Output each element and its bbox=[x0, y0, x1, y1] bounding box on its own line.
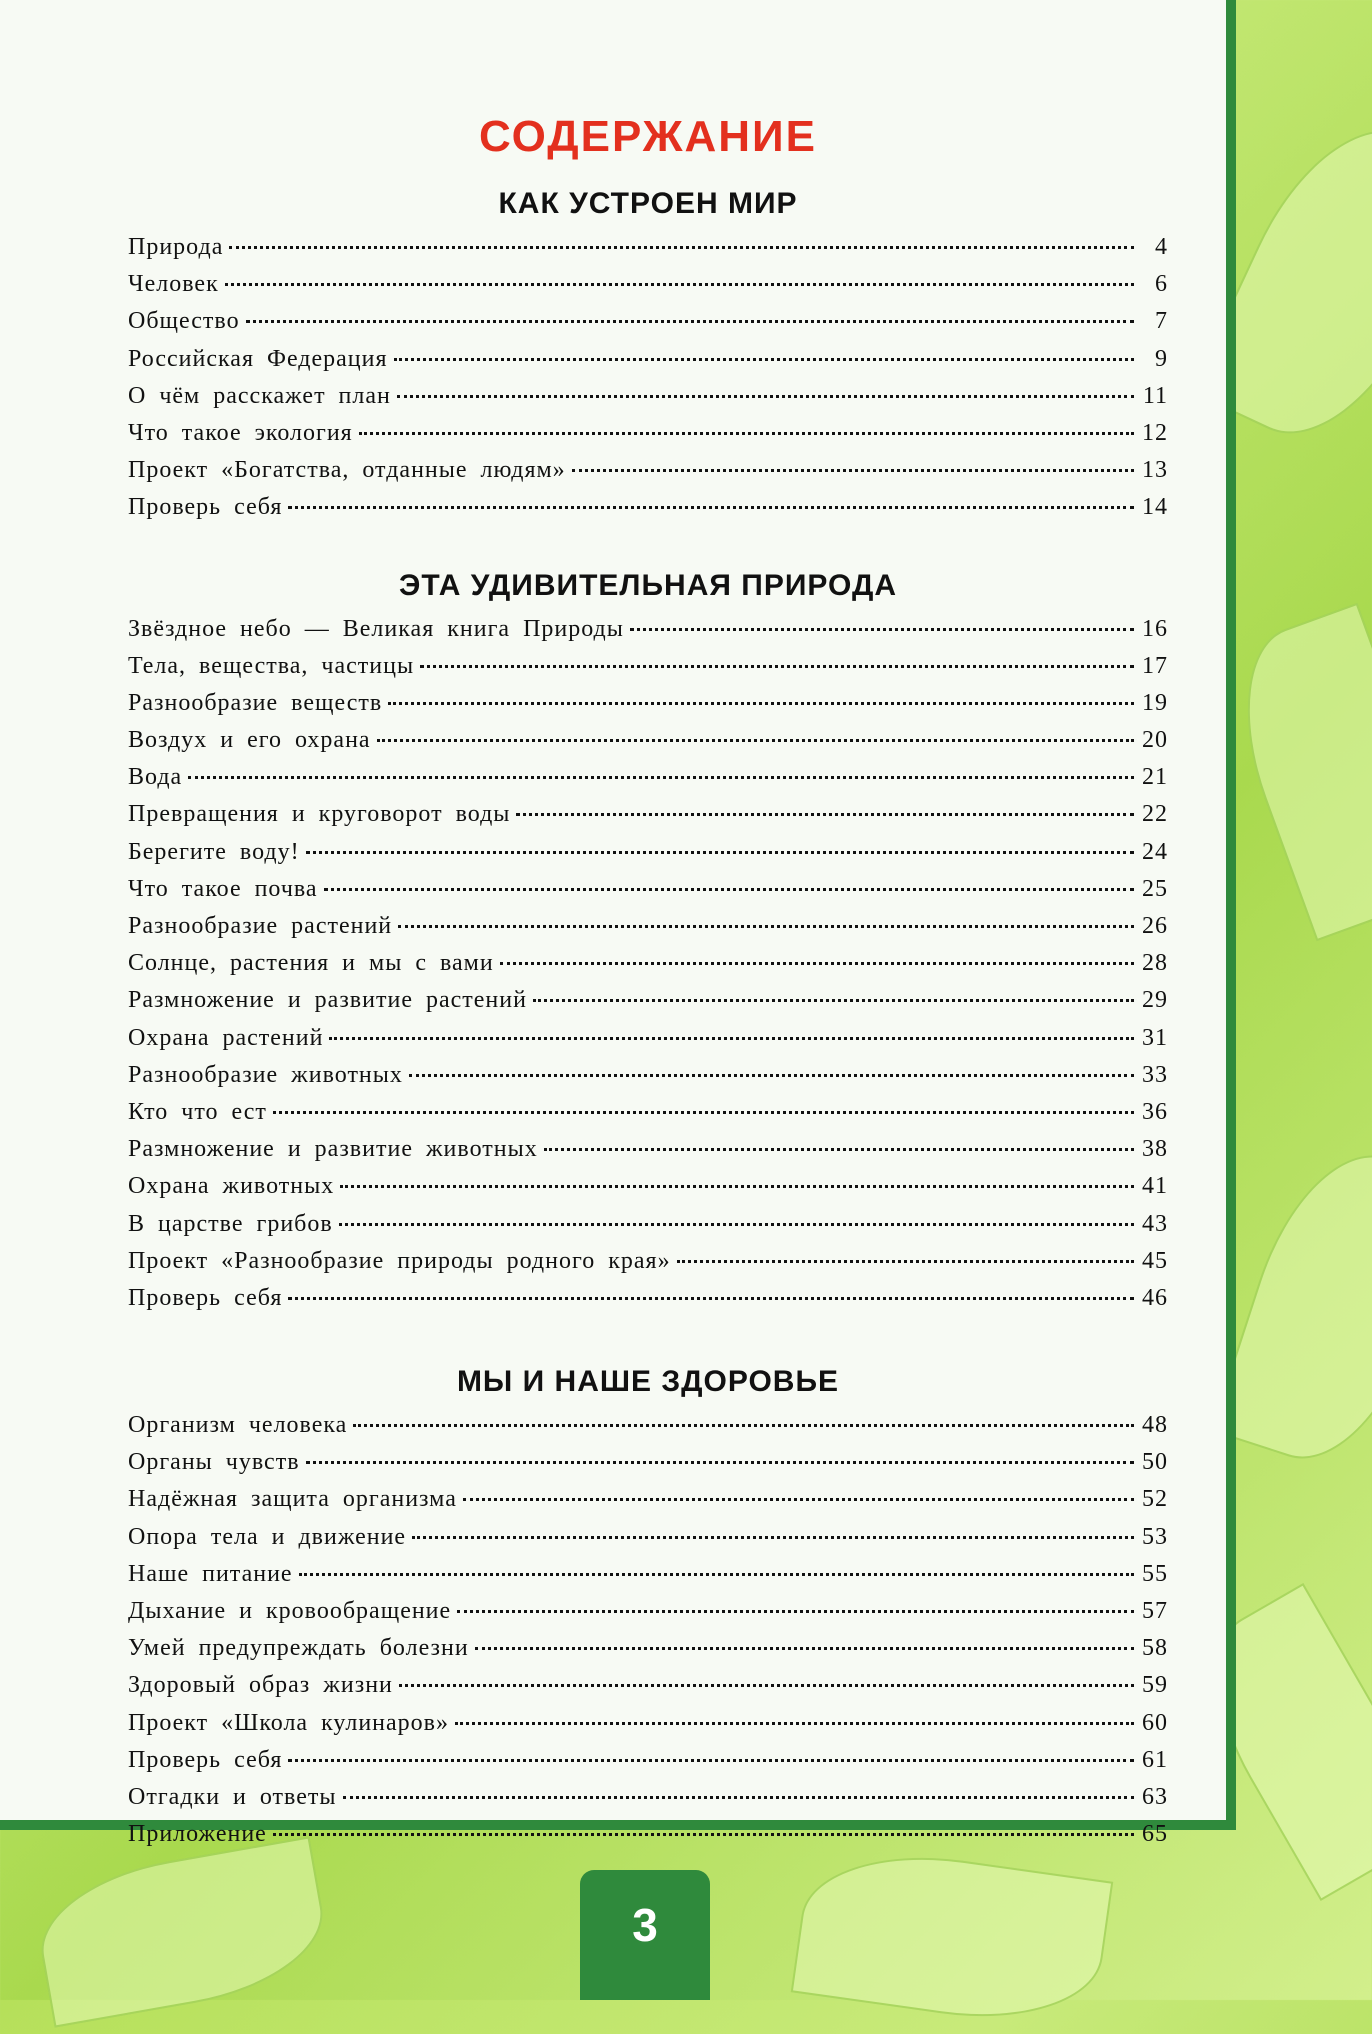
dot-leader bbox=[353, 1424, 1134, 1427]
dot-leader bbox=[288, 1297, 1134, 1300]
toc-entry-page: 24 bbox=[1142, 838, 1168, 865]
toc-entry-page: 12 bbox=[1142, 419, 1168, 446]
dot-leader bbox=[229, 246, 1134, 249]
toc-entry-label: Российская Федерация bbox=[128, 345, 388, 372]
toc-entry-label: Проект «Богатства, отданные людям» bbox=[128, 457, 566, 484]
toc-entry-page: 61 bbox=[1142, 1746, 1168, 1773]
toc-entry[interactable] bbox=[128, 1486, 1168, 1523]
toc-entry[interactable] bbox=[128, 308, 1168, 345]
dot-leader bbox=[394, 358, 1134, 361]
dot-leader bbox=[340, 1185, 1134, 1188]
toc-entry-label: Воздух и его охрана bbox=[128, 727, 371, 754]
dot-leader bbox=[412, 1536, 1134, 1539]
toc-entry-label: Наше питание bbox=[128, 1560, 293, 1587]
page-number: 3 bbox=[632, 1899, 658, 1951]
toc-entry-label: Превращения и круговорот воды bbox=[128, 801, 511, 828]
toc-entry-label: Умей предупреждать болезни bbox=[128, 1635, 469, 1662]
dot-leader bbox=[397, 395, 1134, 398]
toc-entry[interactable] bbox=[128, 494, 1168, 531]
toc-entry[interactable] bbox=[128, 1598, 1168, 1635]
dot-leader bbox=[288, 506, 1134, 509]
dot-leader bbox=[409, 1074, 1134, 1077]
leaf-decoration bbox=[30, 1836, 335, 2027]
toc-entry[interactable] bbox=[128, 1285, 1168, 1322]
dot-leader bbox=[630, 628, 1134, 631]
toc-entry[interactable] bbox=[128, 1524, 1168, 1561]
toc-entry-list bbox=[128, 234, 1168, 532]
toc-entry-page: 57 bbox=[1142, 1598, 1168, 1624]
toc-entry[interactable] bbox=[128, 1635, 1168, 1672]
toc-entry-label: В царстве грибов bbox=[128, 1210, 333, 1237]
dot-leader bbox=[500, 962, 1134, 965]
dot-leader bbox=[306, 1461, 1134, 1464]
dot-leader bbox=[463, 1498, 1134, 1501]
toc-entry-label: Опора тела и движение bbox=[128, 1523, 407, 1550]
toc-entry[interactable] bbox=[128, 1248, 1168, 1285]
toc-entry[interactable] bbox=[128, 1747, 1168, 1784]
toc-entry[interactable] bbox=[128, 876, 1168, 913]
section-heading: ЭТА УДИВИТЕЛЬНАЯ ПРИРОДА bbox=[399, 568, 897, 602]
toc-entry[interactable] bbox=[128, 913, 1168, 950]
toc-entry-label: Размножение и развитие растений bbox=[128, 987, 527, 1014]
dot-leader bbox=[299, 1573, 1134, 1576]
toc-entry-label: Вода bbox=[128, 764, 183, 791]
toc-entry-label: Разнообразие веществ bbox=[128, 689, 383, 716]
toc-entry-label: Тела, вещества, частицы bbox=[128, 652, 415, 679]
toc-entry-page: 21 bbox=[1142, 764, 1168, 791]
toc-entry-page: 36 bbox=[1142, 1098, 1168, 1125]
toc-entry[interactable] bbox=[128, 1062, 1168, 1099]
toc-section bbox=[128, 566, 1168, 1323]
toc-entry-page: 31 bbox=[1142, 1024, 1168, 1051]
toc-entry[interactable] bbox=[128, 727, 1168, 764]
page-title: СОДЕРЖАНИЕ bbox=[478, 112, 818, 161]
dot-leader bbox=[343, 1796, 1134, 1799]
toc-entry[interactable] bbox=[128, 234, 1168, 271]
toc-entry-label: Приложение bbox=[128, 1821, 267, 1848]
dot-leader bbox=[399, 1684, 1134, 1687]
toc-entry-label: Отгадки и ответы bbox=[128, 1783, 337, 1810]
toc-entry[interactable] bbox=[128, 1099, 1168, 1136]
dot-leader bbox=[246, 320, 1134, 323]
toc-entry[interactable] bbox=[128, 1821, 1168, 1858]
toc-entry[interactable] bbox=[128, 653, 1168, 690]
leaf-decoration bbox=[791, 1840, 1113, 2034]
toc-entry[interactable] bbox=[128, 764, 1168, 801]
toc-entry[interactable] bbox=[128, 987, 1168, 1024]
toc-entry-label: Проект «Разнообразие природы родного края» bbox=[128, 1247, 671, 1274]
dot-leader bbox=[306, 851, 1134, 854]
leaf-decoration bbox=[1213, 603, 1372, 941]
toc-entry-label: Здоровый образ жизни bbox=[128, 1672, 393, 1699]
page-number-tab bbox=[580, 1870, 710, 2000]
toc-entry-page: 13 bbox=[1142, 457, 1168, 484]
toc-entry-page: 16 bbox=[1142, 615, 1168, 642]
dot-leader bbox=[339, 1223, 1134, 1226]
toc-entry-label: Охрана животных bbox=[128, 1173, 335, 1200]
toc-entry-page: 58 bbox=[1142, 1635, 1168, 1662]
toc-entry-page: 29 bbox=[1142, 987, 1168, 1014]
dot-leader bbox=[273, 1111, 1134, 1114]
toc-entry[interactable] bbox=[128, 1211, 1168, 1248]
section-heading: КАК УСТРОЕН МИР bbox=[498, 187, 798, 220]
dot-leader bbox=[677, 1260, 1134, 1263]
toc-entry-page: 52 bbox=[1142, 1486, 1168, 1513]
toc-entry-page: 22 bbox=[1142, 801, 1168, 828]
dot-leader bbox=[516, 813, 1134, 816]
toc-entry[interactable] bbox=[128, 383, 1168, 420]
toc-entry-label: Органы чувств bbox=[128, 1449, 300, 1476]
toc-entry[interactable] bbox=[128, 420, 1168, 457]
toc-entry[interactable] bbox=[128, 1136, 1168, 1173]
toc-entry-label: Человек bbox=[128, 271, 219, 298]
toc-entry-page: 33 bbox=[1142, 1061, 1168, 1088]
toc-entry-page: 20 bbox=[1142, 727, 1168, 754]
toc-entry[interactable] bbox=[128, 346, 1168, 383]
dot-leader bbox=[388, 702, 1134, 705]
toc-entry-page: 50 bbox=[1142, 1449, 1168, 1476]
toc-entry-page: 6 bbox=[1155, 271, 1168, 298]
toc-entry-page: 17 bbox=[1142, 652, 1168, 679]
toc-entry[interactable] bbox=[128, 1710, 1168, 1747]
toc-entry[interactable] bbox=[128, 1784, 1168, 1821]
toc-section bbox=[128, 184, 1168, 532]
toc-entry-label: Общество bbox=[128, 308, 240, 335]
toc-entry-page: 55 bbox=[1142, 1560, 1168, 1587]
dot-leader bbox=[420, 665, 1134, 668]
toc-entry[interactable] bbox=[128, 690, 1168, 727]
toc-entry[interactable] bbox=[128, 616, 1168, 653]
toc-entry[interactable] bbox=[128, 271, 1168, 308]
toc-entry-label: Что такое экология bbox=[128, 419, 353, 446]
toc-entry-label: Солнце, растения и мы с вами bbox=[128, 950, 494, 977]
toc-entry-label: Звёздное небо — Великая книга Природы bbox=[128, 615, 624, 642]
toc-entry[interactable] bbox=[128, 1449, 1168, 1486]
toc-entry[interactable] bbox=[128, 950, 1168, 987]
toc-section bbox=[128, 1362, 1168, 1858]
toc-entry-label: Дыхание и кровообращение bbox=[128, 1598, 452, 1624]
toc-entry-page: 25 bbox=[1142, 875, 1168, 902]
toc-entry-label: Организм человека bbox=[128, 1412, 348, 1439]
toc-entry-label: Разнообразие животных bbox=[128, 1061, 403, 1088]
toc-entry-label: О чём расскажет план bbox=[128, 382, 391, 409]
toc-entry-label: Проверь себя bbox=[128, 1284, 283, 1311]
toc-entry-page: 19 bbox=[1142, 689, 1168, 716]
dot-leader bbox=[359, 432, 1134, 435]
toc-entry[interactable] bbox=[128, 1672, 1168, 1709]
toc-entry-page: 41 bbox=[1142, 1173, 1168, 1200]
dot-leader bbox=[329, 1037, 1134, 1040]
dot-leader bbox=[225, 283, 1134, 286]
dot-leader bbox=[273, 1833, 1134, 1836]
toc-entry-page: 60 bbox=[1142, 1709, 1168, 1736]
dot-leader bbox=[377, 739, 1134, 742]
toc-entry-label: Проверь себя bbox=[128, 1746, 283, 1773]
toc-entry-page: 9 bbox=[1155, 345, 1168, 372]
toc-entry[interactable] bbox=[128, 1561, 1168, 1598]
toc-entry-page: 53 bbox=[1142, 1523, 1168, 1550]
toc-entry-label: Охрана растений bbox=[128, 1024, 324, 1051]
toc-entry-page: 7 bbox=[1155, 308, 1168, 335]
toc-entry-page: 4 bbox=[1155, 234, 1168, 260]
section-heading: МЫ И НАШЕ ЗДОРОВЬЕ bbox=[456, 1365, 840, 1399]
toc-entry-page: 48 bbox=[1142, 1412, 1168, 1439]
toc-entry-page: 38 bbox=[1142, 1136, 1168, 1163]
dot-leader bbox=[398, 925, 1134, 928]
toc-entry-label: Размножение и развитие животных bbox=[128, 1136, 538, 1163]
dot-leader bbox=[475, 1647, 1134, 1650]
toc-entry-label: Кто что ест bbox=[128, 1098, 267, 1125]
toc-entry-page: 65 bbox=[1142, 1821, 1168, 1848]
dot-leader bbox=[288, 1759, 1134, 1762]
toc-entry[interactable] bbox=[128, 839, 1168, 876]
toc-entry-label: Надёжная защита организма bbox=[128, 1486, 457, 1513]
toc-entry[interactable] bbox=[128, 1025, 1168, 1062]
toc-entry-label: Разнообразие растений bbox=[128, 913, 393, 939]
toc-entry-list bbox=[128, 616, 1168, 1323]
toc-entry-page: 63 bbox=[1142, 1783, 1168, 1810]
toc-entry-page: 46 bbox=[1142, 1284, 1168, 1311]
dot-leader bbox=[572, 469, 1134, 472]
toc-entry[interactable] bbox=[128, 801, 1168, 838]
toc-entry-label: Природа bbox=[128, 234, 224, 260]
toc-entry-label: Проект «Школа кулинаров» bbox=[128, 1709, 449, 1736]
toc-entry-page: 14 bbox=[1142, 494, 1168, 521]
toc-entry-label: Берегите воду! bbox=[128, 838, 300, 865]
dot-leader bbox=[533, 999, 1134, 1002]
toc-entry-page: 59 bbox=[1142, 1672, 1168, 1699]
toc-entry-list bbox=[128, 1412, 1168, 1858]
toc-entry-page: 26 bbox=[1142, 913, 1168, 939]
toc-entry-page: 28 bbox=[1142, 950, 1168, 977]
toc-entry-page: 43 bbox=[1142, 1210, 1168, 1237]
dot-leader bbox=[188, 776, 1134, 779]
table-of-contents bbox=[128, 108, 1168, 1858]
dot-leader bbox=[455, 1722, 1134, 1725]
toc-entry[interactable] bbox=[128, 1173, 1168, 1210]
toc-entry[interactable] bbox=[128, 1412, 1168, 1449]
toc-entry-page: 11 bbox=[1142, 382, 1168, 409]
toc-entry-label: Проверь себя bbox=[128, 494, 283, 521]
toc-entry[interactable] bbox=[128, 457, 1168, 494]
dot-leader bbox=[457, 1610, 1134, 1613]
dot-leader bbox=[544, 1148, 1134, 1151]
dot-leader bbox=[324, 888, 1134, 891]
toc-entry-page: 45 bbox=[1142, 1247, 1168, 1274]
toc-entry-label: Что такое почва bbox=[128, 875, 318, 902]
